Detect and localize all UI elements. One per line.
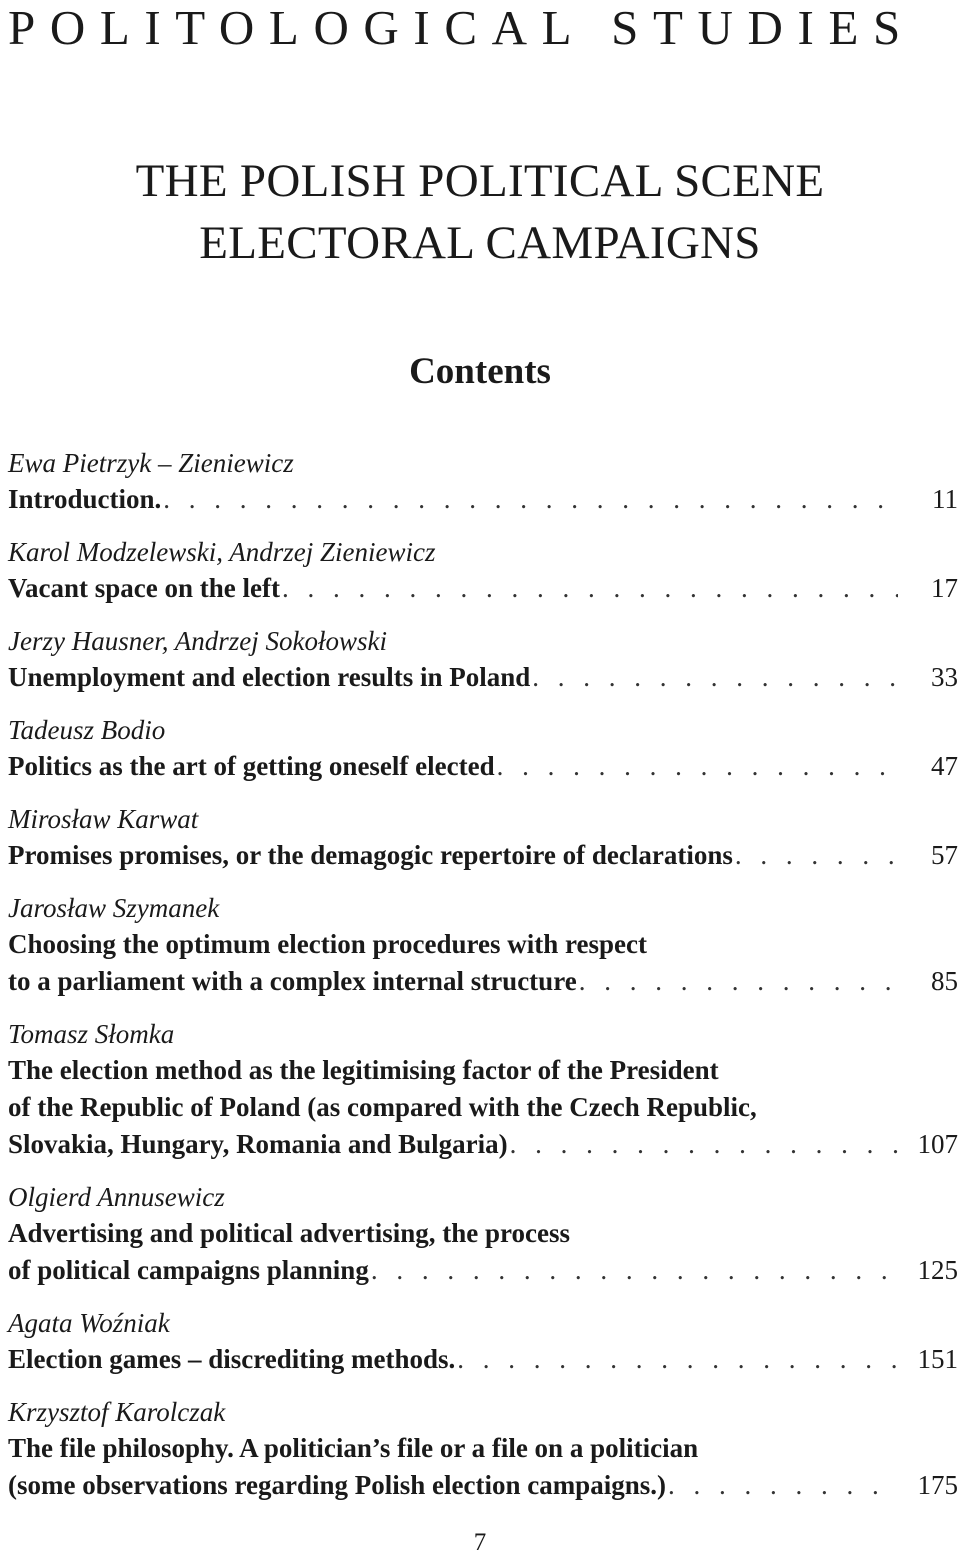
toc-entry: [8, 623, 958, 696]
toc-title-line: [8, 963, 958, 1000]
toc-author: Agata Woźniak: [8, 1308, 170, 1338]
toc-title-line: [8, 570, 958, 607]
toc-entry: [8, 1179, 958, 1289]
toc-title: of political campaigns planning: [8, 1255, 369, 1285]
toc-title: Politics as the art of getting oneself elected: [8, 751, 495, 781]
toc-leader-dots: [161, 481, 898, 518]
toc-page-number: 125: [917, 1255, 958, 1285]
toc-leader-dots: [455, 1341, 898, 1378]
toc-title-line: [8, 748, 958, 785]
volume-title: [0, 150, 960, 274]
toc-entry: [8, 801, 958, 874]
toc-page-number: 57: [931, 840, 958, 870]
toc-title: Slovakia, Hungary, Romania and Bulgaria): [8, 1129, 508, 1159]
toc-title: of the Republic of Poland (as compared with the Czech Republic,: [8, 1092, 757, 1122]
toc-title-line: [8, 837, 958, 874]
toc-leader-dots: [733, 837, 898, 874]
toc-leader-dots: [508, 1126, 898, 1163]
toc-title: (some observations regarding Polish election campaigns.): [8, 1470, 666, 1500]
toc-leader-dots: [369, 1252, 898, 1289]
toc-leader-dots: [280, 570, 898, 607]
toc-title: The file philosophy. A politician’s file or a file on a politician: [8, 1433, 699, 1463]
toc-leader-dots: [530, 659, 898, 696]
toc-title: Unemployment and election results in Poland: [8, 662, 531, 692]
toc-entry: [8, 445, 958, 518]
toc-author: Ewa Pietrzyk – Zieniewicz: [8, 448, 294, 478]
toc-page-number: 17: [931, 573, 958, 603]
toc-page-number: 47: [931, 751, 958, 781]
toc-author: Karol Modzelewski, Andrzej Zieniewicz: [8, 537, 436, 567]
toc-title: Election games – discrediting methods.: [8, 1344, 456, 1374]
toc-entry: [8, 1305, 958, 1378]
toc-page-number: 33: [931, 662, 958, 692]
toc-title-line: [8, 1215, 958, 1252]
toc-leader-dots: [577, 963, 898, 1000]
toc-entry: [8, 1394, 958, 1504]
toc-title-line: [8, 1126, 958, 1163]
toc-title-line: [8, 1341, 958, 1378]
contents-heading: Contents: [409, 351, 551, 392]
toc-entry: [8, 534, 958, 607]
toc-title: Introduction.: [8, 484, 162, 514]
toc-title-line: [8, 1052, 958, 1089]
volume-title-line-1: THE POLISH POLITICAL SCENE: [135, 155, 825, 207]
toc-author: Olgierd Annusewicz: [8, 1182, 225, 1212]
toc-title-line: [8, 1089, 958, 1126]
toc-entry: [8, 890, 958, 1000]
toc-title: to a parliament with a complex internal structure: [8, 966, 577, 996]
toc-entry: [8, 712, 958, 785]
toc-title-line: [8, 659, 958, 696]
toc-title-line: [8, 1252, 958, 1289]
toc-author: Jarosław Szymanek: [8, 893, 220, 923]
toc-author: Tomasz Słomka: [8, 1019, 175, 1049]
toc-page-number: 107: [917, 1129, 958, 1159]
toc-title-line: [8, 1467, 958, 1504]
toc-page-number: 175: [917, 1470, 958, 1500]
series-title: POLITOLOGICAL STUDIES: [8, 0, 915, 55]
volume-title-line-2: ELECTORAL CAMPAIGNS: [199, 217, 761, 269]
page-number: 7: [473, 1529, 487, 1556]
toc-page-number: 85: [931, 966, 958, 996]
toc-title: Vacant space on the left: [8, 573, 280, 603]
toc-entry: [8, 1016, 958, 1163]
toc-page-number: 11: [932, 484, 958, 514]
table-of-contents: [8, 445, 958, 1504]
toc-leader-dots: [666, 1467, 898, 1504]
toc-author: Tadeusz Bodio: [8, 715, 166, 745]
toc-author: Krzysztof Karolczak: [8, 1397, 226, 1427]
toc-title: Choosing the optimum election procedures with respect: [8, 929, 647, 959]
toc-title-line: [8, 1430, 958, 1467]
toc-title-line: [8, 926, 958, 963]
toc-author: Jerzy Hausner, Andrzej Sokołowski: [8, 626, 387, 656]
toc-author: Mirosław Karwat: [8, 804, 199, 834]
toc-title-line: [8, 481, 958, 518]
toc-title: Advertising and political advertising, the process: [8, 1218, 571, 1248]
toc-leader-dots: [495, 748, 898, 785]
toc-page-number: 151: [917, 1344, 958, 1374]
toc-title: Promises promises, or the demagogic repertoire of declarations: [8, 840, 733, 870]
toc-title: The election method as the legitimising factor of the President: [8, 1055, 719, 1085]
